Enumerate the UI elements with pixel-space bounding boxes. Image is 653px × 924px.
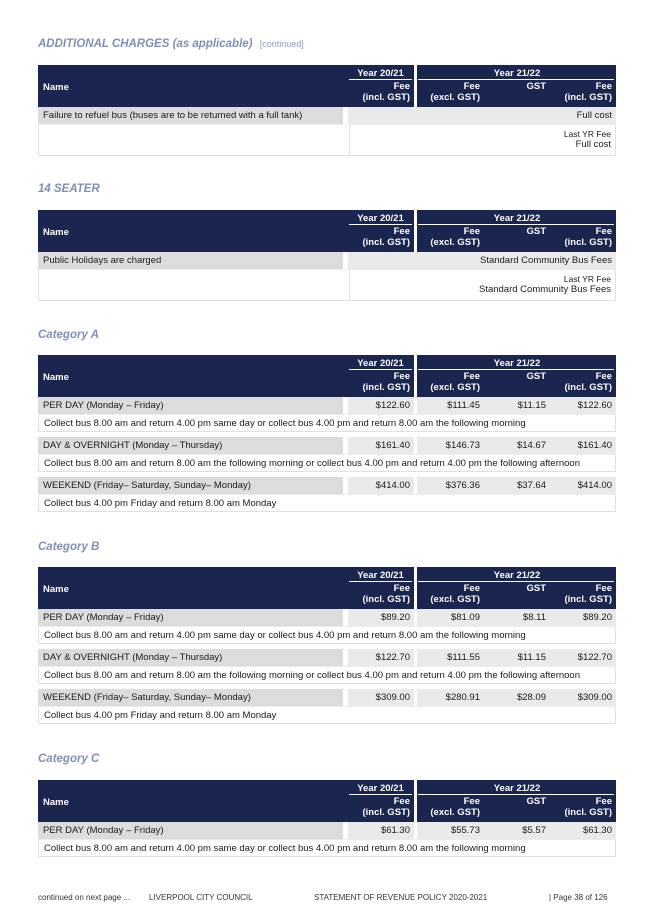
footer-council: LIVERPOOL CITY COUNCIL <box>149 893 253 902</box>
header-fee-incl-curr: Fee (incl. GST) <box>564 226 612 248</box>
table-row <box>38 822 616 840</box>
header-gst: GST <box>526 81 546 92</box>
table-row <box>38 252 616 270</box>
fee-excl: $376.36 <box>417 477 484 494</box>
header-underline <box>418 581 614 582</box>
fee-excl: $111.45 <box>417 397 484 414</box>
header-underline <box>349 369 412 370</box>
row-name: DAY & OVERNIGHT (Monday – Thursday) <box>38 649 343 666</box>
header-fee-incl-curr: Fee (incl. GST) <box>564 796 612 818</box>
fee-excl: $146.73 <box>417 437 484 454</box>
row-name: DAY & OVERNIGHT (Monday – Thursday) <box>38 437 343 454</box>
table-header <box>38 355 616 397</box>
header-fee-excl: Fee (excl. GST) <box>430 226 480 248</box>
header-separator <box>414 780 417 822</box>
table-row <box>38 689 616 707</box>
page-heading-text: ADDITIONAL CHARGES (as applicable) <box>38 38 253 50</box>
additional-charges-table <box>38 65 616 156</box>
fee-gst: $11.15 <box>484 397 550 414</box>
fee-prev: $61.30 <box>348 822 414 839</box>
header-underline <box>349 79 412 80</box>
row-note: Collect bus 4.00 pm Friday and return 8.00 am Monday <box>38 707 616 724</box>
table-header <box>38 210 616 252</box>
fee-excl: $81.09 <box>417 609 484 626</box>
fee-prev: $122.60 <box>348 397 414 414</box>
fee-prev: $89.20 <box>348 609 414 626</box>
category-c-table <box>38 780 616 857</box>
section-title-category-a: Category A <box>38 329 99 341</box>
section-title-category-c: Category C <box>38 753 100 765</box>
continued-label: [continued] <box>259 39 304 49</box>
header-name: Name <box>43 227 69 238</box>
header-year-curr: Year 21/22 <box>493 213 541 224</box>
header-name: Name <box>43 82 69 93</box>
row-name: WEEKEND (Friday– Saturday, Sunday– Monday) <box>38 477 343 494</box>
last-year-label: Last YR Fee <box>563 129 611 139</box>
header-fee-incl-prev: Fee (incl. GST) <box>362 583 410 605</box>
header-name: Name <box>43 797 69 808</box>
header-fee-incl-curr: Fee (incl. GST) <box>564 81 612 103</box>
row-value: Full cost <box>348 107 616 124</box>
header-fee-excl: Fee (excl. GST) <box>430 371 480 393</box>
fee-incl: $89.20 <box>550 609 616 626</box>
header-gst: GST <box>526 371 546 382</box>
header-underline <box>418 794 614 795</box>
header-year-prev: Year 20/21 <box>357 213 404 224</box>
header-fee-excl: Fee (excl. GST) <box>430 81 480 103</box>
header-underline <box>418 369 614 370</box>
fee-gst: $14.67 <box>484 437 550 454</box>
row-note: Collect bus 8.00 am and return 8.00 am the following morning or collect bus 4.00 pm and return 4.00 pm the following afternoon <box>38 455 616 472</box>
header-fee-incl-prev: Fee (incl. GST) <box>362 226 410 248</box>
fee-prev: $414.00 <box>348 477 414 494</box>
row-note: Collect bus 8.00 am and return 4.00 pm same day or collect bus 4.00 pm and return 8.00 am the following morning <box>38 627 616 644</box>
header-year-prev: Year 20/21 <box>357 358 404 369</box>
table-row <box>38 609 616 627</box>
header-separator <box>414 355 417 397</box>
header-fee-incl-curr: Fee (incl. GST) <box>564 371 612 393</box>
footer-continued: continued on next page ... <box>38 893 131 902</box>
header-underline <box>418 79 614 80</box>
header-fee-incl-curr: Fee (incl. GST) <box>564 583 612 605</box>
row-name: PER DAY (Monday – Friday) <box>38 609 343 626</box>
fee-prev: $161.40 <box>348 437 414 454</box>
header-fee-excl: Fee (excl. GST) <box>430 796 480 818</box>
header-separator <box>414 65 417 107</box>
section-title-category-b: Category B <box>38 541 100 553</box>
header-separator <box>414 567 417 609</box>
row-name: WEEKEND (Friday– Saturday, Sunday– Monday) <box>38 689 343 706</box>
header-underline <box>349 581 412 582</box>
table-row <box>38 649 616 667</box>
fee-incl: $61.30 <box>550 822 616 839</box>
page-heading <box>38 38 304 50</box>
row-name: Public Holidays are charged <box>38 252 343 269</box>
fee-incl: $414.00 <box>550 477 616 494</box>
fee-excl: $55.73 <box>417 822 484 839</box>
header-underline <box>349 794 412 795</box>
fee-incl: $122.60 <box>550 397 616 414</box>
fee-incl: $122.70 <box>550 649 616 666</box>
header-year-curr: Year 21/22 <box>493 358 541 369</box>
last-year-value: Full cost <box>575 138 611 150</box>
header-name: Name <box>43 372 69 383</box>
header-year-curr: Year 21/22 <box>493 570 541 581</box>
table-header <box>38 567 616 609</box>
fee-gst: $11.15 <box>484 649 550 666</box>
fee-gst: $5.57 <box>484 822 550 839</box>
row-note: Collect bus 8.00 am and return 4.00 pm same day or collect bus 4.00 pm and return 8.00 am the following morning <box>38 415 616 432</box>
table-row <box>38 107 616 125</box>
last-year-row <box>38 125 616 156</box>
14-seater-table <box>38 210 616 301</box>
row-note: Collect bus 8.00 am and return 4.00 pm same day or collect bus 4.00 pm and return 8.00 am the following morning <box>38 840 616 857</box>
table-row <box>38 437 616 455</box>
header-gst: GST <box>526 583 546 594</box>
table-header <box>38 780 616 822</box>
header-name: Name <box>43 584 69 595</box>
category-b-table <box>38 567 616 724</box>
row-name: PER DAY (Monday – Friday) <box>38 822 343 839</box>
header-year-curr: Year 21/22 <box>493 783 541 794</box>
section-title-14-seater: 14 SEATER <box>38 183 100 195</box>
table-row <box>38 397 616 415</box>
footer-statement: STATEMENT OF REVENUE POLICY 2020-2021 <box>314 893 488 902</box>
last-year-label: Last YR Fee <box>563 274 611 284</box>
table-header <box>38 65 616 107</box>
row-value: Standard Community Bus Fees <box>348 252 616 269</box>
fee-prev: $122.70 <box>348 649 414 666</box>
fee-excl: $111.55 <box>417 649 484 666</box>
footer-page-number: | Page 38 of 126 <box>549 893 608 902</box>
fee-excl: $280.91 <box>417 689 484 706</box>
header-fee-incl-prev: Fee (incl. GST) <box>362 81 410 103</box>
row-note: Collect bus 8.00 am and return 8.00 am the following morning or collect bus 4.00 pm and return 4.00 pm the following afternoon <box>38 667 616 684</box>
header-fee-incl-prev: Fee (incl. GST) <box>362 796 410 818</box>
fee-gst: $37.64 <box>484 477 550 494</box>
fee-gst: $28.09 <box>484 689 550 706</box>
fee-gst: $8.11 <box>484 609 550 626</box>
category-a-table <box>38 355 616 512</box>
header-gst: GST <box>526 226 546 237</box>
row-name: PER DAY (Monday – Friday) <box>38 397 343 414</box>
header-separator <box>414 210 417 252</box>
row-name: Failure to refuel bus (buses are to be returned with a full tank) <box>38 107 343 124</box>
fee-incl: $161.40 <box>550 437 616 454</box>
table-row <box>38 477 616 495</box>
header-underline <box>349 224 412 225</box>
header-year-prev: Year 20/21 <box>357 570 404 581</box>
fee-prev: $309.00 <box>348 689 414 706</box>
last-year-value: Standard Community Bus Fees <box>478 283 611 295</box>
header-fee-incl-prev: Fee (incl. GST) <box>362 371 410 393</box>
header-gst: GST <box>526 796 546 807</box>
header-year-prev: Year 20/21 <box>357 783 404 794</box>
header-fee-excl: Fee (excl. GST) <box>430 583 480 605</box>
row-note: Collect bus 4.00 pm Friday and return 8.00 am Monday <box>38 495 616 512</box>
last-year-row <box>38 270 616 301</box>
page-footer <box>38 893 616 905</box>
fee-incl: $309.00 <box>550 689 616 706</box>
header-year-curr: Year 21/22 <box>493 68 541 79</box>
header-underline <box>418 224 614 225</box>
header-year-prev: Year 20/21 <box>357 68 404 79</box>
